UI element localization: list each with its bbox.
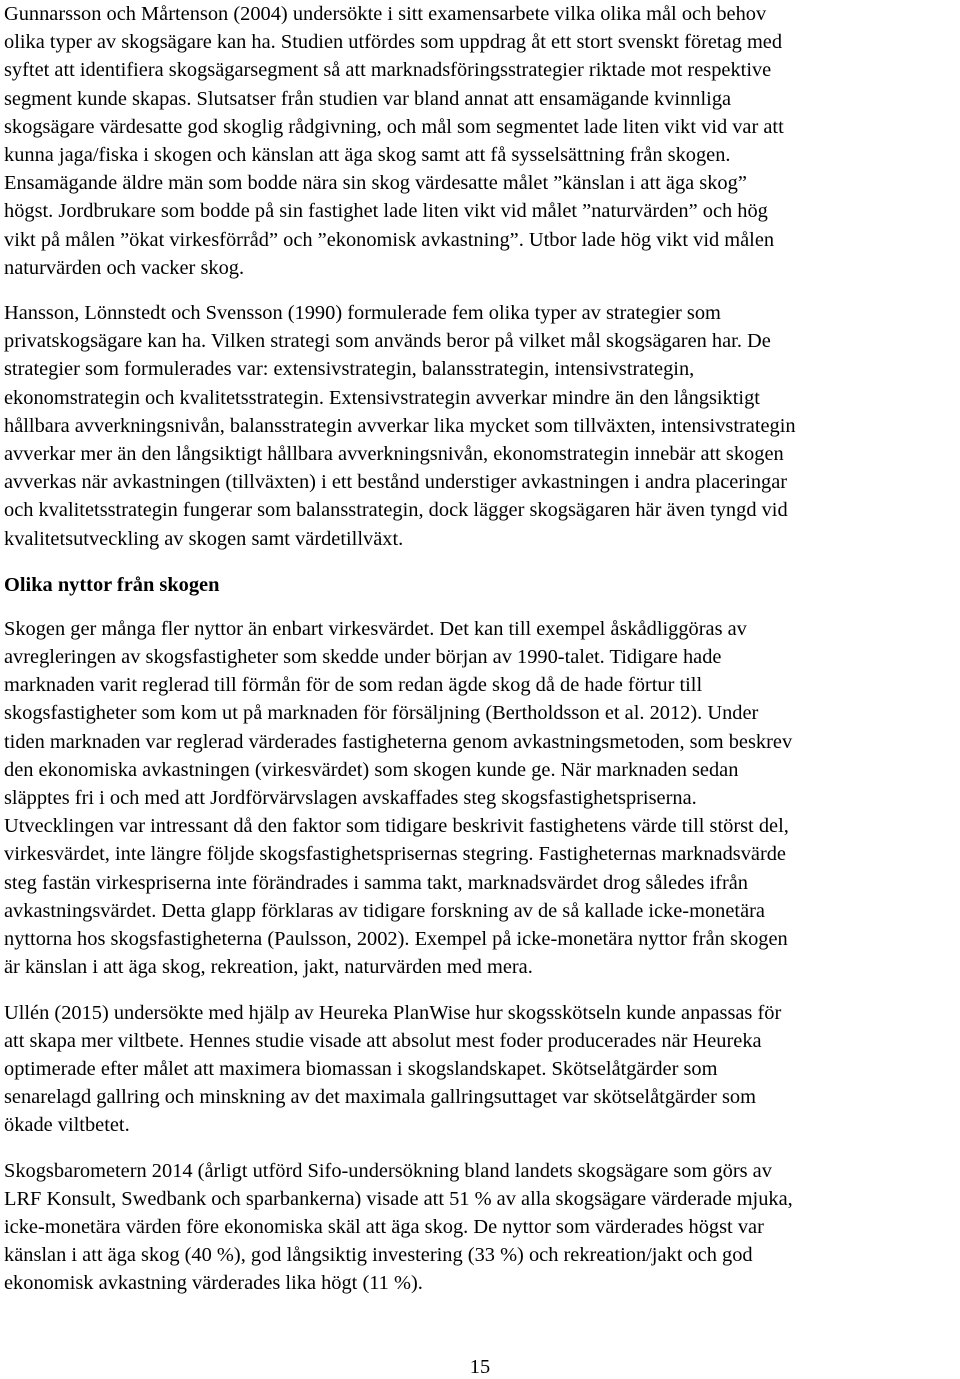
text-line: att skapa mer viltbete. Hennes studie visade att absolut mest foder producerades när Heureka bbox=[4, 1029, 762, 1052]
text-line: Gunnarsson och Mårtenson (2004) undersökte i sitt examensarbete vilka olika mål och behov bbox=[4, 3, 767, 25]
text-line: naturvärden och vacker skog. bbox=[4, 256, 245, 279]
document-page bbox=[4, 0, 958, 1298]
text-line: nyttorna hos skogsfastigheterna (Paulsson, 2002). Exempel på icke-monetära nyttor från skogen bbox=[4, 928, 788, 951]
text-line: Skogen ger många fler nyttor än enbart virkesvärdet. Det kan till exempel åskådliggöras av bbox=[4, 617, 747, 640]
text-line: virkesvärdet, inte längre följde skogsfastighetsprisernas stegring. Fastigheternas marknadsvärde bbox=[4, 843, 786, 866]
text-line: hållbara avverkningsnivån, balansstrategin avverkar lika mycket som tillväxten, intensivstrategin bbox=[4, 414, 796, 437]
text-line: kunna jaga/fiska i skogen och känslan att äga skog samt att få sysselsättning från skogen. bbox=[4, 144, 731, 167]
text-line: är känslan i att äga skog, rekreation, jakt, naturvärden med mera. bbox=[4, 956, 533, 979]
paragraph-strategies bbox=[4, 299, 958, 553]
text-line: släpptes fri i och med att Jordförvärvslagen avskaffades steg skogsfastighetspriserna. bbox=[4, 787, 697, 810]
text-line: Utvecklingen var intressant då den faktor som tidigare beskrivit fastighetens värde till störst del, bbox=[4, 815, 789, 838]
text-line: ekonomisk avkastning värderades lika högt (11 %). bbox=[4, 1272, 423, 1295]
text-line: syftet att identifiera skogsägarsegment så att marknadsföringsstrategier riktade mot respektive bbox=[4, 59, 772, 82]
text-line: privatskogsägare kan ha. Vilken strategi som används beror på vilket mål skogsägaren har. De bbox=[4, 330, 771, 353]
text-line: tiden marknaden var reglerad värderades fastigheterna genom avkastningsmetoden, som beskrev bbox=[4, 730, 793, 753]
text-line: senarelagd gallring och minskning av det maximala gallringsuttaget var skötselåtgärder som bbox=[4, 1086, 756, 1109]
text-line: marknaden varit reglerad till förmån för de som redan ägde skog då de hade förtur till bbox=[4, 674, 703, 697]
paragraph-benefits bbox=[4, 615, 958, 982]
text-line: Ensamägande äldre män som bodde nära sin skog värdesatte målet ”känslan i att äga skog” bbox=[4, 172, 747, 195]
text-line: den ekonomiska avkastningen (virkesvärdet) som skogen kunde ge. När marknaden sedan bbox=[4, 758, 739, 781]
section-heading: Olika nyttor från skogen bbox=[4, 573, 220, 596]
paragraph-spacer bbox=[4, 599, 958, 615]
text-line: skogsägare värdesatte god skoglig rådgivning, och mål som segmentet lade liten vikt vid var att bbox=[4, 115, 784, 138]
paragraph-spacer bbox=[4, 282, 958, 299]
text-line: högst. Jordbrukare som bodde på sin fastighet lade liten vikt vid målet ”naturvärden” och hög bbox=[4, 200, 768, 223]
paragraph-segments bbox=[4, 0, 958, 282]
text-line: Hansson, Lönnstedt och Svensson (1990) formulerade fem olika typer av strategier som bbox=[4, 302, 721, 325]
page-number: 15 bbox=[469, 1356, 491, 1378]
paragraph-spacer bbox=[4, 982, 958, 999]
text-line: olika typer av skogsägare kan ha. Studien utfördes som uppdrag åt ett stort svenskt företag med bbox=[4, 31, 783, 54]
text-line: känslan i att äga skog (40 %), god långsiktig investering (33 %) och rekreation/jakt och god bbox=[4, 1244, 753, 1267]
text-line: steg fastän virkespriserna inte förändrades i samma takt, marknadsvärdet drog således ifrån bbox=[4, 871, 748, 894]
paragraph-spacer bbox=[4, 1140, 958, 1157]
text-line: vikt på målen ”ökat virkesförråd” och ”ekonomisk avkastning”. Utbor lade hög vikt vid målen bbox=[4, 228, 775, 251]
text-line: ekonomstrategin och kvalitetsstrategin. Extensivstrategin avverkar mindre än den långsiktigt bbox=[4, 386, 760, 409]
text-line: Ullén (2015) undersökte med hjälp av Heureka PlanWise hur skogsskötseln kunde anpassas för bbox=[4, 1001, 782, 1024]
text-line: optimerade efter målet att maximera biomassan i skogslandskapet. Skötselåtgärder som bbox=[4, 1057, 718, 1080]
text-line: avregleringen av skogsfastigheter som skedde under början av 1990-talet. Tidigare hade bbox=[4, 646, 722, 669]
text-line: kvalitetsutveckling av skogen samt värdetillväxt. bbox=[4, 527, 404, 550]
paragraph-spacer bbox=[4, 553, 958, 571]
paragraph-skogsbarometern bbox=[4, 1157, 958, 1298]
text-line: ökade viltbetet. bbox=[4, 1114, 130, 1137]
paragraph-ullen bbox=[4, 999, 958, 1140]
text-line: strategier som formulerades var: extensivstrategin, balansstrategin, intensivstrategin, bbox=[4, 358, 695, 381]
text-line: skogsfastigheter som kom ut på marknaden för försäljning (Bertholdsson et al. 2012). Under bbox=[4, 702, 759, 725]
text-line: avverkas när avkastningen (tillväxten) i ett bestånd understiger avkastningen i andra placeringar bbox=[4, 471, 788, 494]
text-line: segment kunde skapas. Slutsatser från studien var bland annat att ensamägande kvinnliga bbox=[4, 87, 732, 110]
text-line: avverkar mer än den långsiktigt hållbara avverkningsnivån, ekonomstrategin innebär att skogen bbox=[4, 443, 784, 466]
text-line: icke-monetära värden före ekonomiska skäl att äga skog. De nyttor som värderades högst var bbox=[4, 1215, 764, 1238]
text-line: Skogsbarometern 2014 (årligt utförd Sifo-undersökning bland landets skogsägare som görs av bbox=[4, 1159, 772, 1182]
text-line: LRF Konsult, Swedbank och sparbankerna) visade att 51 % av alla skogsägare värderade mjuka, bbox=[4, 1187, 793, 1210]
text-line: avkastningsvärdet. Detta glapp förklaras av tidigare forskning av de så kallade icke-monetära bbox=[4, 899, 765, 922]
text-line: och kvalitetsstrategin fungerar som balansstrategin, dock lägger skogsägaren här även tyngd vid bbox=[4, 499, 788, 522]
